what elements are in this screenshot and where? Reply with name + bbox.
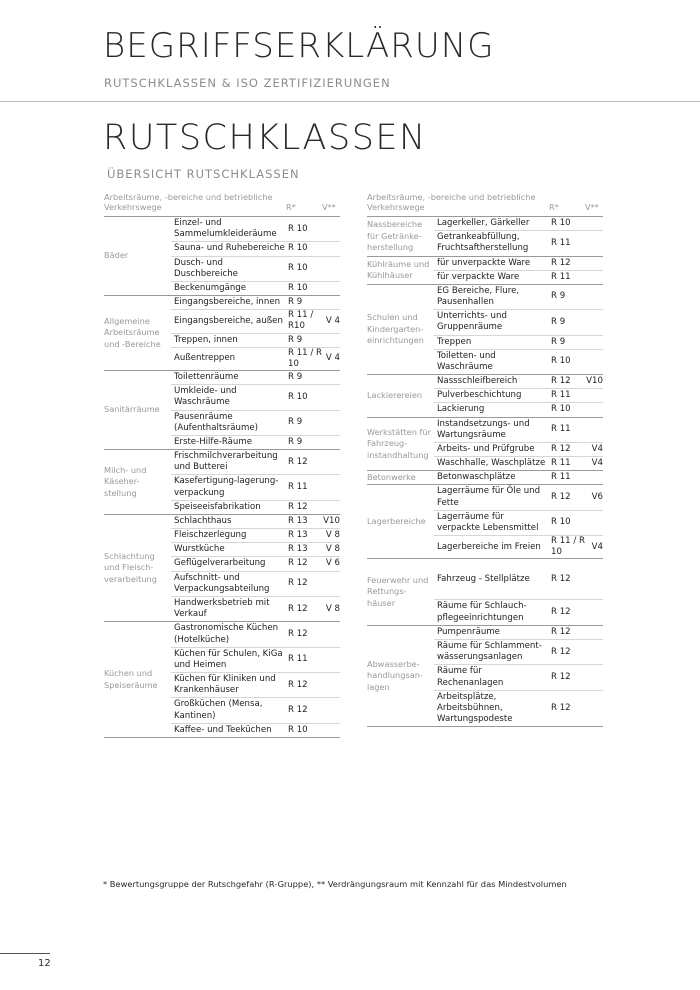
r-class-cell: R 10: [551, 218, 571, 228]
table-row: [434, 350, 603, 374]
r-class-cell: R 12: [288, 578, 308, 589]
group-label: Betonwerke: [367, 472, 416, 483]
group-label: Nassbereiche für Getränke-herstellung: [367, 219, 423, 252]
area-cell: Arbeitsplätze, Arbeitsbühnen, Wartungspodeste: [437, 691, 513, 725]
table-row: [434, 665, 603, 690]
v-class-cell: [585, 350, 603, 374]
table-group: [104, 371, 340, 450]
table-group: [367, 471, 603, 485]
v-class-cell: [322, 257, 340, 281]
r-class-cell: R 9: [288, 297, 303, 308]
header-r: R*: [286, 202, 296, 213]
table-row: [171, 348, 340, 370]
table-row: [434, 217, 603, 231]
v-class-cell: [322, 242, 340, 255]
table-group: [104, 450, 340, 515]
area-cell: Eingangsbereiche, innen: [174, 297, 281, 308]
area-cell: Kaffee- und Teeküchen: [174, 724, 272, 735]
left-table-header: [104, 186, 340, 217]
v-class-cell: [322, 385, 340, 409]
v-class-cell: [585, 418, 603, 442]
area-cell: Waschhalle, Waschplätze: [437, 458, 546, 469]
page-number: 12: [38, 958, 51, 969]
table-row: [434, 536, 603, 558]
group-rows: [171, 622, 340, 737]
r-class-cell: R 10: [551, 517, 571, 528]
v-class-cell: [585, 389, 603, 402]
group-rows: [434, 626, 603, 726]
left-table-body: [104, 217, 340, 738]
r-class-cell: R 12: [288, 704, 308, 715]
area-cell: Räume für Schlamment-wässerungsanlagen: [437, 640, 542, 663]
r-class-cell: R 11: [551, 424, 571, 435]
r-class-cell: R 11 / R 10: [288, 347, 322, 369]
table-row: [171, 310, 340, 333]
r-class-cell: R 12: [551, 702, 571, 713]
right-table-header: [367, 186, 603, 217]
v-class-cell: [322, 371, 340, 384]
table-row: [171, 724, 340, 737]
v-class-cell: [322, 217, 340, 241]
header-r: R*: [549, 202, 559, 213]
right-table: [367, 186, 603, 727]
table-row: [171, 572, 340, 597]
table-group: [104, 296, 340, 371]
v-class-cell: V 6: [325, 558, 340, 569]
table-row: [171, 436, 340, 449]
header-v: V**: [322, 202, 336, 213]
v-class-cell: [585, 285, 603, 309]
area-cell: Arbeits- und Prüfgrube: [437, 443, 535, 454]
v-class-cell: [585, 559, 603, 599]
group-label: Abwasserbe-handlungsan-lagen: [367, 659, 423, 692]
area-cell: für verpackte Ware: [437, 271, 520, 282]
area-cell: Großküchen (Mensa, Kantinen): [174, 699, 263, 721]
table-row: [434, 511, 603, 536]
table-row: [434, 559, 603, 600]
area-cell: Speiseeisfabrikation: [174, 501, 261, 512]
r-class-cell: R 11: [551, 271, 571, 282]
r-class-cell: R 10: [551, 404, 571, 415]
area-cell: Getrankeabfüllung, Fruchtsaftherstellung: [437, 232, 529, 254]
group-label: Schlachtung und Fleisch-verarbeitung: [104, 551, 157, 584]
r-class-cell: R 12: [551, 573, 571, 584]
table-row: [171, 543, 340, 557]
table-row: [171, 515, 340, 529]
table-row: [434, 443, 603, 457]
area-cell: Lagerräume für verpackte Lebensmittel: [437, 511, 539, 533]
table-group: [367, 418, 603, 472]
group-label: Lagerbereiche: [367, 516, 426, 527]
area-cell: Betonwaschplätze: [437, 472, 516, 483]
group-label: Sanitärräume: [104, 404, 160, 415]
area-cell: Instandsetzungs- und Wartungsräume: [437, 418, 530, 440]
page-subtitle: RUTSCHKLASSEN & ISO ZERTIFIZIERUNGEN: [104, 76, 391, 90]
area-cell: Aufschnitt- und Verpackungsabteilung: [174, 572, 270, 594]
header-area: Arbeitsräume, -bereiche und betriebliche Verkehrswege: [104, 191, 273, 213]
area-cell: Nassschleifbereich: [437, 376, 518, 387]
group-rows: [434, 285, 603, 374]
area-cell: Dusch- und Duschbereiche: [174, 257, 238, 279]
area-cell: Außentreppen: [174, 353, 236, 364]
table-row: [434, 389, 603, 403]
table-row: [434, 471, 603, 484]
r-class-cell: R 11: [551, 472, 571, 483]
table-row: [171, 296, 340, 310]
r-class-cell: R 11: [288, 654, 308, 665]
table-row: [171, 450, 340, 475]
area-cell: Frischmilchverarbeitung und Butterei: [174, 451, 278, 473]
table-group: [367, 217, 603, 257]
v-class-cell: [585, 336, 603, 349]
table-group: [367, 257, 603, 285]
table-group: [367, 375, 603, 418]
table-row: [171, 529, 340, 543]
group-label: Lackierereien: [367, 390, 423, 401]
section-title: RUTSCHKLASSEN: [103, 118, 427, 158]
r-class-cell: R 12: [288, 628, 308, 639]
area-cell: Unterrichts- und Gruppenräume: [437, 311, 507, 333]
v-class-cell: [585, 640, 603, 664]
group-label: Milch- und Käseher-stellung: [104, 465, 147, 498]
r-class-cell: R 11: [551, 237, 571, 248]
v-class-cell: [585, 626, 603, 639]
r-class-cell: R 11 / R10: [288, 310, 314, 332]
v-class-cell: [585, 231, 603, 255]
v-class-cell: V 4: [325, 315, 340, 326]
area-cell: Geflügelverarbeitung: [174, 558, 266, 569]
table-row: [434, 691, 603, 727]
area-cell: EG Bereiche, Flure, Pausenhallen: [437, 285, 520, 308]
group-rows: [434, 485, 603, 558]
v-class-cell: [585, 257, 603, 270]
v-class-cell: [585, 511, 603, 535]
area-cell: Umkleide- und Waschräume: [174, 386, 237, 408]
v-class-cell: V10: [586, 376, 603, 387]
r-class-cell: R 13: [288, 515, 308, 526]
table-row: [434, 457, 603, 470]
r-class-cell: R 9: [288, 372, 303, 383]
v-class-cell: V 4: [325, 353, 340, 364]
table-row: [434, 257, 603, 271]
area-cell: Küchen für Schulen, KiGa und Heimen: [174, 648, 283, 670]
v-class-cell: V4: [591, 443, 603, 454]
table-row: [171, 648, 340, 673]
table-group: [367, 285, 603, 375]
r-class-cell: R 12: [551, 257, 571, 268]
v-class-cell: [322, 450, 340, 474]
v-class-cell: [322, 622, 340, 646]
area-cell: Eingangsbereiche, außen: [174, 315, 283, 326]
r-class-cell: R 12: [551, 492, 571, 503]
table-row: [434, 600, 603, 624]
v-class-cell: [585, 310, 603, 334]
footnote: * Bewertungsgruppe der Rutschgefahr (R-Gruppe), ** Verdrängungsraum mit Kennzahl für das Mindestvolumen: [103, 879, 567, 889]
table-row: [434, 640, 603, 665]
area-cell: Treppen, innen: [174, 334, 238, 345]
r-class-cell: R 9: [551, 336, 566, 347]
v-class-cell: [585, 691, 603, 727]
table-group: [104, 217, 340, 296]
v-class-cell: [585, 271, 603, 284]
v-class-cell: [322, 296, 340, 309]
area-cell: Pausenräume (Aufenthaltsräume): [174, 411, 259, 433]
table-row: [171, 257, 340, 282]
r-class-cell: R 10: [288, 724, 308, 735]
area-cell: Erste-Hilfe-Räume: [174, 436, 253, 447]
v-class-cell: [322, 648, 340, 672]
v-class-cell: V4: [591, 541, 603, 552]
v-class-cell: V 8: [325, 544, 340, 555]
group-label: Schulen und Kindergarten-einrichtungen: [367, 312, 424, 346]
table-row: [434, 336, 603, 350]
table-row: [171, 385, 340, 410]
r-class-cell: R 13: [288, 530, 308, 541]
table-group: [104, 622, 340, 738]
area-cell: Pumpenräume: [437, 626, 500, 637]
r-class-cell: R 12: [288, 679, 308, 690]
table-row: [434, 285, 603, 310]
table-row: [171, 411, 340, 436]
group-rows: [434, 559, 603, 624]
area-cell: Treppen: [437, 336, 472, 347]
table-group: [367, 626, 603, 727]
group-rows: [171, 371, 340, 449]
table-row: [171, 622, 340, 647]
table-row: [171, 371, 340, 385]
r-class-cell: R 12: [288, 603, 308, 614]
r-class-cell: R 11: [551, 458, 571, 469]
r-class-cell: R 12: [288, 456, 308, 467]
r-class-cell: R 10: [288, 263, 308, 274]
v-class-cell: [585, 665, 603, 689]
v-class-cell: [322, 411, 340, 435]
group-rows: [171, 296, 340, 370]
v-class-cell: [585, 217, 603, 230]
group-label: Feuerwehr und Rettungs-häuser: [367, 575, 429, 608]
r-class-cell: R 12: [551, 376, 571, 387]
table-row: [434, 310, 603, 335]
header-area: Arbeitsräume, -bereiche und betriebliche Verkehrswege: [367, 191, 536, 213]
area-cell: Küchen für Kliniken und Krankenhäuser: [174, 674, 276, 696]
table-group: [104, 515, 340, 622]
v-class-cell: V4: [591, 458, 603, 469]
table-row: [171, 501, 340, 514]
area-cell: Kasefertigung-lagerung-verpackung: [174, 476, 279, 498]
area-cell: Räume für Rechenanlagen: [437, 666, 504, 688]
r-class-cell: R 12: [288, 558, 308, 569]
table-row: [434, 403, 603, 416]
group-label: Küchen und Speiseräume: [104, 668, 158, 690]
area-cell: Fleischzerlegung: [174, 530, 247, 541]
footer-rule: [0, 953, 50, 954]
area-cell: Beckenumgänge: [174, 282, 247, 293]
header-v: V**: [585, 202, 599, 213]
group-label: Allgemeine Arbeitsräume und -Bereiche: [104, 316, 161, 349]
v-class-cell: V 8: [325, 530, 340, 541]
table-row: [434, 626, 603, 640]
r-class-cell: R 11: [288, 482, 308, 493]
v-class-cell: [322, 475, 340, 499]
page-title: BEGRIFFSERKLÄRUNG: [103, 26, 495, 66]
r-class-cell: R 9: [551, 316, 566, 327]
table-group: [367, 559, 603, 625]
r-class-cell: R 12: [551, 626, 571, 637]
table-row: [171, 597, 340, 621]
table-row: [171, 334, 340, 348]
area-cell: Einzel- und Sammelumkleideräume: [174, 218, 277, 240]
table-row: [171, 557, 340, 571]
area-cell: Fahrzeug - Stellplätze: [437, 573, 530, 584]
group-rows: [434, 257, 603, 284]
v-class-cell: [585, 600, 603, 624]
r-class-cell: R 12: [551, 671, 571, 682]
group-label: Bäder: [104, 250, 129, 261]
v-class-cell: V 8: [325, 603, 340, 614]
area-cell: Schlachthaus: [174, 515, 232, 526]
area-cell: Räume für Schlauch-pflegeeinrichtungen: [437, 601, 527, 623]
left-table: [104, 186, 340, 738]
right-table-body: [367, 217, 603, 727]
r-class-cell: R 9: [288, 436, 303, 447]
area-cell: für unverpackte Ware: [437, 257, 531, 268]
area-cell: Lagerräume für Öle und Fette: [437, 486, 541, 508]
r-class-cell: R 11: [551, 390, 571, 401]
v-class-cell: [322, 282, 340, 295]
v-class-cell: V6: [591, 492, 603, 503]
area-cell: Handwerksbetrieb mit Verkauf: [174, 597, 270, 620]
table-row: [171, 242, 340, 256]
v-class-cell: [322, 724, 340, 737]
group-rows: [171, 217, 340, 295]
v-class-cell: [585, 403, 603, 416]
v-class-cell: [322, 673, 340, 697]
group-rows: [434, 471, 603, 484]
table-row: [171, 475, 340, 500]
r-class-cell: R 10: [288, 282, 308, 293]
group-rows: [434, 375, 603, 417]
r-class-cell: R 9: [551, 291, 566, 302]
r-class-cell: R 13: [288, 544, 308, 555]
r-class-cell: R 10: [288, 243, 308, 254]
r-class-cell: R 11 / R 10: [551, 536, 585, 558]
r-class-cell: R 10: [288, 223, 308, 234]
v-class-cell: [322, 334, 340, 347]
area-cell: Toilettenräume: [174, 372, 239, 383]
r-class-cell: R 12: [551, 607, 571, 618]
area-cell: Gastronomische Küchen (Hotelküche): [174, 623, 279, 645]
table-row: [434, 418, 603, 443]
table-row: [171, 217, 340, 242]
r-class-cell: R 9: [288, 334, 303, 345]
r-class-cell: R 12: [551, 443, 571, 454]
v-class-cell: [322, 698, 340, 722]
area-cell: Lagerkeller, Gärkeller: [437, 218, 530, 228]
area-cell: Pulverbeschichtung: [437, 390, 522, 401]
table-row: [171, 673, 340, 698]
group-rows: [171, 515, 340, 621]
v-class-cell: [322, 436, 340, 449]
area-cell: Wurstküche: [174, 544, 225, 555]
area-cell: Lackierung: [437, 404, 485, 415]
table-row: [171, 282, 340, 295]
table-row: [434, 375, 603, 389]
group-rows: [434, 418, 603, 471]
section-subtitle: ÜBERSICHT RUTSCHKLASSEN: [107, 167, 300, 181]
table-row: [434, 231, 603, 255]
v-class-cell: [585, 471, 603, 484]
r-class-cell: R 9: [288, 417, 303, 428]
v-class-cell: [322, 572, 340, 596]
table-row: [434, 271, 603, 284]
group-label: Werkstätten für Fahrzeug-instandhaltung: [367, 426, 431, 460]
area-cell: Lagerbereiche im Freien: [437, 541, 541, 552]
area-cell: Sauna- und Ruhebereiche: [174, 243, 285, 254]
table-group: [367, 485, 603, 559]
table-row: [171, 698, 340, 723]
header-rule: [0, 101, 700, 102]
r-class-cell: R 12: [551, 646, 571, 657]
group-rows: [434, 217, 603, 256]
group-label: Kühlräume und Kühlhäuser: [367, 258, 430, 281]
group-rows: [171, 450, 340, 514]
v-class-cell: V10: [323, 515, 340, 526]
area-cell: Toiletten- und Waschräume: [437, 350, 496, 372]
v-class-cell: [322, 501, 340, 514]
r-class-cell: R 12: [288, 501, 308, 512]
table-row: [434, 485, 603, 510]
r-class-cell: R 10: [551, 356, 571, 367]
r-class-cell: R 10: [288, 391, 308, 402]
